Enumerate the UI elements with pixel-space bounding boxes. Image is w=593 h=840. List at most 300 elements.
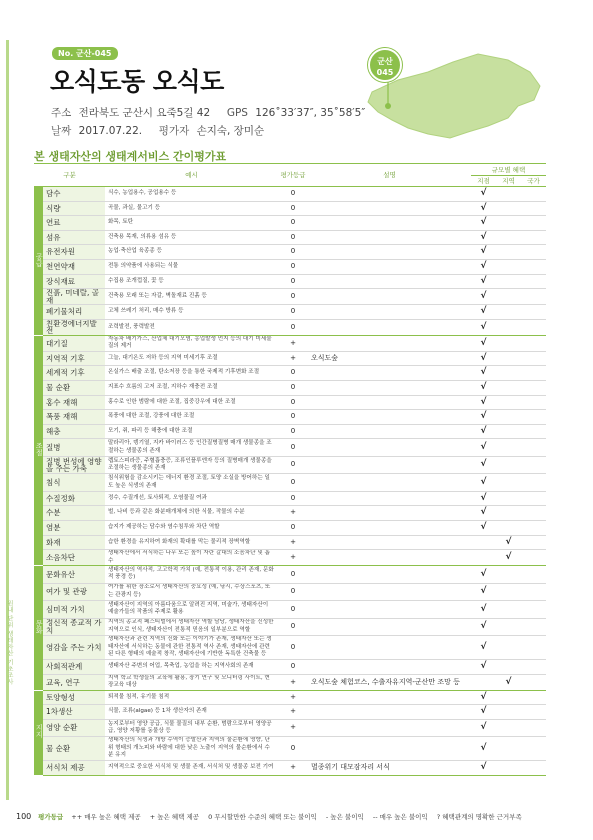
regional-check (496, 636, 521, 660)
date-value: 2017.07.22. (78, 125, 143, 137)
evaluator-label: 평가자 (158, 125, 190, 137)
grade-cell: 0 (278, 187, 308, 202)
service-name: 물 순환 (43, 380, 105, 395)
table-row (34, 719, 546, 737)
service-example: 생태자산이 지역의 아름다움으로 알려진 지역, 미술가, 생태자산이 예술가들의 작품의 주제로 활용 (105, 601, 278, 619)
service-example: 벌, 나비 등과 같은 화분매개체에 의한 식물, 작물의 수분 (105, 506, 278, 521)
local-check: √ (471, 506, 496, 521)
regional-check (496, 410, 521, 425)
regional-check (496, 705, 521, 720)
national-check (521, 636, 546, 660)
regional-check (496, 474, 521, 492)
grade-cell: 0 (278, 521, 308, 536)
header-category: 구분 (34, 164, 105, 187)
service-name: 염분 (43, 521, 105, 536)
grade-cell: 0 (278, 456, 308, 474)
service-name: 여가 및 관광 (43, 583, 105, 601)
grade-cell: 0 (278, 259, 308, 274)
local-check: √ (471, 618, 496, 636)
local-check: √ (471, 583, 496, 601)
service-name: 장식재료 (43, 274, 105, 289)
local-check (471, 550, 496, 566)
page-title: 오식도동 오식도 (50, 67, 224, 96)
service-name: 홍수 재해 (43, 395, 105, 410)
date-label: 날짜 (51, 125, 72, 137)
table-row (34, 439, 546, 457)
grade-cell: 0 (278, 601, 308, 619)
description-cell (308, 410, 471, 425)
service-name: 교육, 연구 (43, 674, 105, 690)
grade-cell: 0 (278, 583, 308, 601)
service-example: 생태자산의 역사적, 고고학적 가치 (예, 전통적 이용, 관리 존재, 문화적 풍경 등) (105, 566, 278, 584)
category-label (34, 187, 43, 336)
service-example: 침식위험을 감소시키는 에너지 환경 조절, 토양 소실을 방어하는 일도 높은 식생의 존재 (105, 474, 278, 492)
grade-cell: + (278, 760, 308, 775)
regional-check (496, 439, 521, 457)
national-check (521, 216, 546, 231)
grade-cell: + (278, 535, 308, 550)
grade-cell: 0 (278, 618, 308, 636)
local-check: √ (471, 335, 496, 351)
description-cell (308, 550, 471, 566)
grade-cell: 0 (278, 230, 308, 245)
regional-check (496, 506, 521, 521)
grade-cell: 0 (278, 474, 308, 492)
category-label-text: 지지 (35, 724, 43, 739)
table-row (34, 289, 546, 305)
description-cell (308, 491, 471, 506)
local-check: √ (471, 439, 496, 457)
service-name: 진흙, 미네랄, 골재 (43, 289, 105, 305)
grade-cell: 0 (278, 737, 308, 761)
gps-value: 126˚33′37″, 35˚58′5″ (255, 107, 366, 119)
legend-item: - 높은 불이익 (325, 813, 364, 821)
national-check (521, 259, 546, 274)
category-label (34, 566, 43, 691)
map-badge (368, 48, 402, 88)
table-row (34, 424, 546, 439)
grade-cell: + (278, 550, 308, 566)
local-check (471, 674, 496, 690)
service-name: 수분 (43, 506, 105, 521)
local-check: √ (471, 351, 496, 366)
local-check: √ (471, 395, 496, 410)
grade-cell: 0 (278, 319, 308, 335)
grade-cell: + (278, 719, 308, 737)
service-example: 정수, 수질개선, 토사퇴적, 오염물질 여과 (105, 491, 278, 506)
description-cell (308, 506, 471, 521)
grade-cell: 0 (278, 289, 308, 305)
grade-cell: 0 (278, 366, 308, 381)
grade-cell: 0 (278, 395, 308, 410)
grade-cell: + (278, 351, 308, 366)
national-check (521, 521, 546, 536)
category-label (34, 690, 43, 775)
regional-check (496, 245, 521, 260)
description-cell (308, 335, 471, 351)
grade-cell: + (278, 705, 308, 720)
description-cell (308, 319, 471, 335)
service-example: 자동차 배기가스, 산업체 대기오염, 농업발생 먼지 등의 대기 미세물질의 제거 (105, 335, 278, 351)
service-name: 토양형성 (43, 690, 105, 705)
service-example: 온실가스 배출 조절, 탄소저장 등을 통한 국제적 기후변화 조절 (105, 366, 278, 381)
local-check: √ (471, 660, 496, 675)
national-check (521, 380, 546, 395)
regional-check (496, 380, 521, 395)
description-cell (308, 289, 471, 305)
table-row (34, 274, 546, 289)
regional-check (496, 719, 521, 737)
evaluator-value: 손지숙, 장미순 (196, 125, 265, 137)
map-badge-line2: 045 (376, 68, 394, 77)
description-cell (308, 690, 471, 705)
section-title: 본 생태자산의 생태계서비스 간이평가표 (34, 150, 227, 163)
regional-check (496, 305, 521, 320)
table-row (34, 259, 546, 274)
regional-check (496, 319, 521, 335)
table-row (34, 705, 546, 720)
service-name: 문화유산 (43, 566, 105, 584)
regional-check (496, 259, 521, 274)
national-check (521, 474, 546, 492)
table-row (34, 601, 546, 619)
description-cell (308, 201, 471, 216)
service-name: 폐기물처리 (43, 305, 105, 320)
table-row (34, 690, 546, 705)
table-row (34, 305, 546, 320)
evaluation-table (34, 163, 546, 776)
local-check: √ (471, 474, 496, 492)
national-check (521, 506, 546, 521)
description-cell (308, 705, 471, 720)
service-example: 습지가 제공하는 담수와 염수침투와 차단 역할 (105, 521, 278, 536)
national-check (521, 424, 546, 439)
description-cell (308, 583, 471, 601)
service-name: 영양 순환 (43, 719, 105, 737)
description-cell (308, 380, 471, 395)
grade-cell: 0 (278, 216, 308, 231)
asset-code-badge: No. 군산-045 (52, 47, 118, 60)
table-row (34, 550, 546, 566)
table-row (34, 319, 546, 335)
description-cell (308, 566, 471, 584)
local-check: √ (471, 259, 496, 274)
national-check (521, 550, 546, 566)
service-example: 지역적으로 중요한 서식처 및 생물 존재, 서식처 및 생물종 보전 기여 (105, 760, 278, 775)
service-example: 화목, 토탄 (105, 216, 278, 231)
legend-item: 0 무시할만한 수준의 혜택 또는 불이익 (208, 813, 317, 821)
description-cell (308, 274, 471, 289)
table-row (34, 506, 546, 521)
table-row (34, 187, 546, 202)
map-badge-circle (368, 48, 402, 82)
national-check (521, 618, 546, 636)
regional-check: √ (496, 550, 521, 566)
national-check (521, 719, 546, 737)
service-name: 천연약재 (43, 259, 105, 274)
description-cell (308, 535, 471, 550)
regional-check (496, 187, 521, 202)
local-check: √ (471, 216, 496, 231)
national-check (521, 456, 546, 474)
page-number: 100 (16, 812, 32, 821)
grade-cell: 0 (278, 439, 308, 457)
service-name: 섬유 (43, 230, 105, 245)
service-name: 심미적 가치 (43, 601, 105, 619)
table-row (34, 456, 546, 474)
service-example: 지역의 종교적 페스티벌에서 생태자산 역할 담당, 생태자산을 신성한 지역으로 인식, 생태자산이 전통적 믿음의 일부분으로 역할 (105, 618, 278, 636)
service-example: 홍수로 인한 범람에 대한 조절, 집중강우에 대한 조절 (105, 395, 278, 410)
service-name: 유전자원 (43, 245, 105, 260)
header-regional: 지역 (496, 176, 521, 187)
map-location-dot (385, 103, 391, 109)
regional-check (496, 601, 521, 619)
table-row (34, 335, 546, 351)
description-cell (308, 439, 471, 457)
regional-check: √ (496, 535, 521, 550)
service-example: 수집용 조개껍질, 꽃 등 (105, 274, 278, 289)
regional-check (496, 366, 521, 381)
description-cell (308, 245, 471, 260)
local-check: √ (471, 410, 496, 425)
description-cell (308, 737, 471, 761)
national-check (521, 201, 546, 216)
side-caption: 원내 단위 생태자산 기초조사 (6, 600, 13, 686)
local-check: √ (471, 274, 496, 289)
address-line (51, 105, 365, 120)
local-check: √ (471, 424, 496, 439)
description-cell (308, 216, 471, 231)
address-value: 전라북도 군산시 요죽5길 42 (78, 107, 211, 119)
national-check (521, 410, 546, 425)
grade-cell: 0 (278, 305, 308, 320)
service-name: 대기질 (43, 335, 105, 351)
local-check: √ (471, 737, 496, 761)
national-check (521, 705, 546, 720)
table-row (34, 618, 546, 636)
local-check: √ (471, 289, 496, 305)
table-row (34, 521, 546, 536)
local-check: √ (471, 245, 496, 260)
header-grade: 평가등급 (278, 164, 308, 187)
description-cell (308, 259, 471, 274)
service-name: 정신적 종교적 가치 (43, 618, 105, 636)
table-body (34, 187, 546, 776)
address-label: 주소 (51, 107, 72, 119)
regional-check (496, 230, 521, 245)
description-cell (308, 636, 471, 660)
service-example: 생태자산의 식생과 개방 수역이 증발산과 지역의 물순환에 영향, 단위 형태의 개노피와 바람에 대한 낮은 노출이 지역의 물순환에서 수분 유지 (105, 737, 278, 761)
description-cell (308, 366, 471, 381)
service-name: 친환경에너지발전 (43, 319, 105, 335)
grade-cell: 0 (278, 424, 308, 439)
header-scale: 규모별 혜택 (471, 164, 546, 176)
national-check (521, 491, 546, 506)
grade-cell: 0 (278, 660, 308, 675)
description-cell: 멸종위기 대모잠자리 서식 (308, 760, 471, 775)
service-name: 침식 (43, 474, 105, 492)
description-cell (308, 230, 471, 245)
regional-check (496, 583, 521, 601)
service-name: 식량 (43, 201, 105, 216)
service-example: 건축용 목재, 의류용 섬유 등 (105, 230, 278, 245)
table-row (34, 737, 546, 761)
description-cell (308, 424, 471, 439)
regional-check: √ (496, 674, 521, 690)
legend-item: + 높은 혜택 제공 (149, 813, 200, 821)
service-example: 고체 쓰레기 처리, 매수 방류 등 (105, 305, 278, 320)
service-name: 1차생산 (43, 705, 105, 720)
table-row (34, 245, 546, 260)
service-example: 말라리아, 뎅기열, 지카 바이러스 등 인간질병질병 매개 생물종을 조절하는 생물종의 존재 (105, 439, 278, 457)
description-cell (308, 660, 471, 675)
grade-cell: 0 (278, 636, 308, 660)
table-row (34, 474, 546, 492)
description-cell (308, 601, 471, 619)
service-example: 식수, 농업용수, 공업용수 등 (105, 187, 278, 202)
service-example: 지역 학교 학생들의 교육에 활용, 장기 연구 및 모니터링 사이트, 현장교육 대상 (105, 674, 278, 690)
grade-cell: 0 (278, 566, 308, 584)
service-name: 연료 (43, 216, 105, 231)
national-check (521, 319, 546, 335)
regional-check (496, 335, 521, 351)
grade-cell: 0 (278, 380, 308, 395)
description-cell (308, 521, 471, 536)
service-example: 여가를 위한 장소로서 생태자산의 중요성 (예, 낚시, 수상스포츠, 또는 관광지 등) (105, 583, 278, 601)
gps-label: GPS (226, 107, 248, 119)
legend-item: ++ 매우 높은 혜택 제공 (71, 813, 141, 821)
description-cell (308, 187, 471, 202)
regional-check (496, 424, 521, 439)
national-check (521, 583, 546, 601)
service-name: 질병 (43, 439, 105, 457)
table-row (34, 583, 546, 601)
service-name: 지역적 기후 (43, 351, 105, 366)
description-cell (308, 474, 471, 492)
description-cell (308, 305, 471, 320)
service-name: 해충 (43, 424, 105, 439)
local-check (471, 535, 496, 550)
grade-cell: 0 (278, 245, 308, 260)
description-cell (308, 618, 471, 636)
date-line (51, 123, 264, 138)
local-check: √ (471, 319, 496, 335)
service-example: 렙토스피라증, 주혈흡충증, 조류인플루엔자 등의 질병매개 생물종을 조절하는 생물종의 존재 (105, 456, 278, 474)
service-name: 소음차단 (43, 550, 105, 566)
grade-cell: + (278, 690, 308, 705)
legend-item: ? 혜택관계의 명확한 근거부족 (436, 813, 522, 821)
national-check (521, 351, 546, 366)
regional-check (496, 737, 521, 761)
national-check (521, 760, 546, 775)
service-example: 생태자산과 관련 지역의 신화 또는 이야기가 존재, 생태자산 또는 생태자산에 서식하는 동물에 관한 전통적 역사 존재, 생태자산에 관련된 다른 형태의 예술적 창작, 생태자산에 기반한 독특한 건축물 등 (105, 636, 278, 660)
service-name: 화재 (43, 535, 105, 550)
service-example: 지표수 흐름의 고저 조절, 지하수 재충전 조절 (105, 380, 278, 395)
service-example: 전통 의약품에 사용되는 식물 (105, 259, 278, 274)
header-example: 예시 (105, 164, 278, 187)
regional-check (496, 351, 521, 366)
service-name: 담수 (43, 187, 105, 202)
category-label (34, 335, 43, 565)
national-check (521, 289, 546, 305)
service-name: 서식처 제공 (43, 760, 105, 775)
side-strip (0, 0, 16, 840)
service-example: 곡물, 과실, 물고기 등 (105, 201, 278, 216)
service-example: 건축용 모래 또는 자갈, 벽돌재료 진흙 등 (105, 289, 278, 305)
national-check (521, 737, 546, 761)
service-example: 농업·축산업 육종종 등 (105, 245, 278, 260)
local-check: √ (471, 230, 496, 245)
description-cell: 오식도숲 체험코스, 수출자유지역-군산만 조망 등 (308, 674, 471, 690)
service-example: 퇴적물 침적, 유기물 침적 (105, 690, 278, 705)
description-cell (308, 395, 471, 410)
service-example: 생태자산 주변의 어업, 목축업, 농업을 하는 지역사회의 존재 (105, 660, 278, 675)
grade-cell: + (278, 674, 308, 690)
national-check (521, 187, 546, 202)
service-name: 사회적관계 (43, 660, 105, 675)
table-row (34, 410, 546, 425)
header-desc: 설명 (308, 164, 471, 187)
header-local: 지점 (471, 176, 496, 187)
regional-check (496, 395, 521, 410)
local-check: √ (471, 601, 496, 619)
service-name: 물 순환 (43, 737, 105, 761)
service-example: 그늘, 대기온도 저하 등의 지역 미세기후 조절 (105, 351, 278, 366)
table-row (34, 395, 546, 410)
national-check (521, 566, 546, 584)
description-cell: 오식도숲 (308, 351, 471, 366)
regional-check (496, 491, 521, 506)
regional-check (496, 201, 521, 216)
national-check (521, 305, 546, 320)
national-check (521, 674, 546, 690)
service-example: 모기, 쥐, 파리 등 해충에 대한 조절 (105, 424, 278, 439)
table-row (34, 351, 546, 366)
national-check (521, 395, 546, 410)
description-cell (308, 719, 471, 737)
national-check (521, 535, 546, 550)
category-label-text: 문화 (35, 619, 43, 634)
local-check: √ (471, 636, 496, 660)
footer (16, 812, 576, 821)
service-example: 조력발전, 풍력발전 (105, 319, 278, 335)
service-example: 농지로부터 영양 공급, 식물 물질의 내부 순환, 범람으로부터 영양공급, 영양 저황를 동물상 등 (105, 719, 278, 737)
service-name: 질병 번성에 영향을 주는 가축 (43, 456, 105, 474)
grade-cell: 0 (278, 410, 308, 425)
regional-check (496, 216, 521, 231)
map-badge-line1: 군산 (377, 57, 393, 66)
regional-check (496, 274, 521, 289)
local-check: √ (471, 566, 496, 584)
national-check (521, 366, 546, 381)
national-check (521, 690, 546, 705)
header-national: 국가 (521, 176, 546, 187)
local-check: √ (471, 456, 496, 474)
legend-item: -- 매우 높은 불이익 (372, 813, 428, 821)
grade-cell: 0 (278, 201, 308, 216)
local-check: √ (471, 690, 496, 705)
table-row (34, 535, 546, 550)
legend-title: 평가등급 (38, 813, 64, 821)
local-check: √ (471, 201, 496, 216)
regional-check (496, 456, 521, 474)
regional-check (496, 289, 521, 305)
service-name: 세계적 기후 (43, 366, 105, 381)
regional-check (496, 760, 521, 775)
table-row (34, 491, 546, 506)
local-check: √ (471, 366, 496, 381)
local-check: √ (471, 187, 496, 202)
